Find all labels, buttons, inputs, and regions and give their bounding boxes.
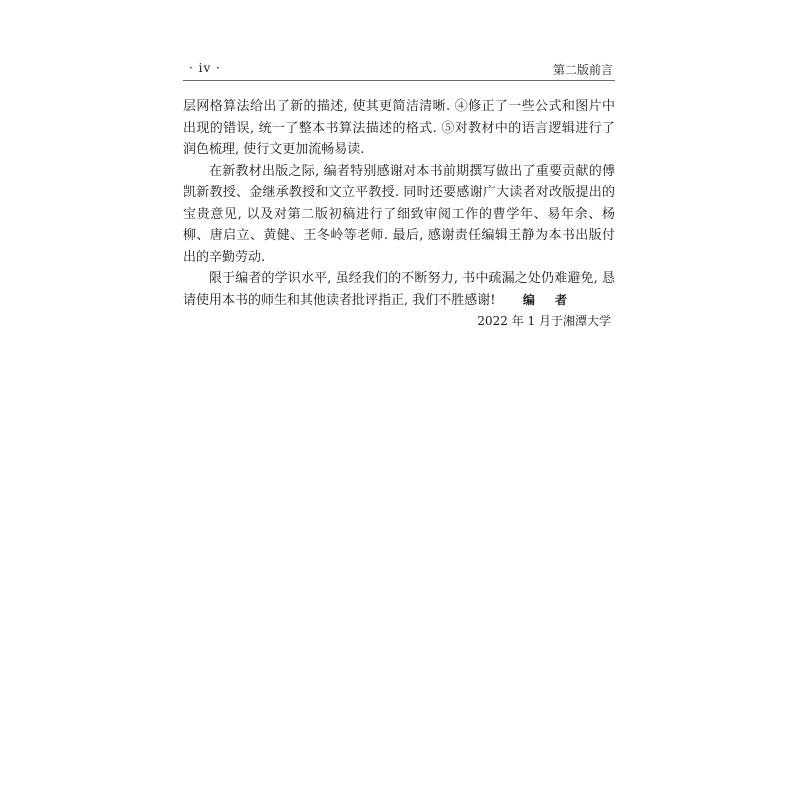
paragraph-continuation: 层网格算法给出了新的描述, 使其更简洁清晰. ④修正了一些公式和图片中出现的错误, 统一了整本书算法描述的格式. ⑤对教材中的语言逻辑进行了润色梳理, 使行文更加流畅易读. bbox=[183, 99, 615, 157]
body-text bbox=[183, 96, 615, 311]
section-title: 第二版前言 bbox=[552, 63, 613, 77]
signature-block bbox=[183, 290, 615, 332]
page-number: · iv · bbox=[189, 61, 221, 75]
author-signature: 编 者 bbox=[522, 293, 575, 307]
paragraph-closing: 限于编者的学识水平, 虽经我们的不断努力, 书中疏漏之处仍难避免, 恳请使用本书的师生和其他读者批评指正, 我们不胜感谢! bbox=[183, 271, 615, 308]
signature-date: 2022 年 1 月于湘潭大学 bbox=[477, 314, 611, 328]
running-header bbox=[183, 58, 615, 81]
paragraph-acknowledgements: 在新教材出版之际, 编者特别感谢对本书前期撰写做出了重要贡献的傅凯新教授、金继承教授和文立平教授. 同时还要感谢广大读者对改版提出的宝贵意见, 以及对第二版初稿进行了细致审阅工作的曹学年、易年余、杨柳、唐启立、黄健、王冬岭等老师. 最后, 感谢责任编辑王静为本书出版付出的辛勤劳动. bbox=[183, 163, 615, 265]
